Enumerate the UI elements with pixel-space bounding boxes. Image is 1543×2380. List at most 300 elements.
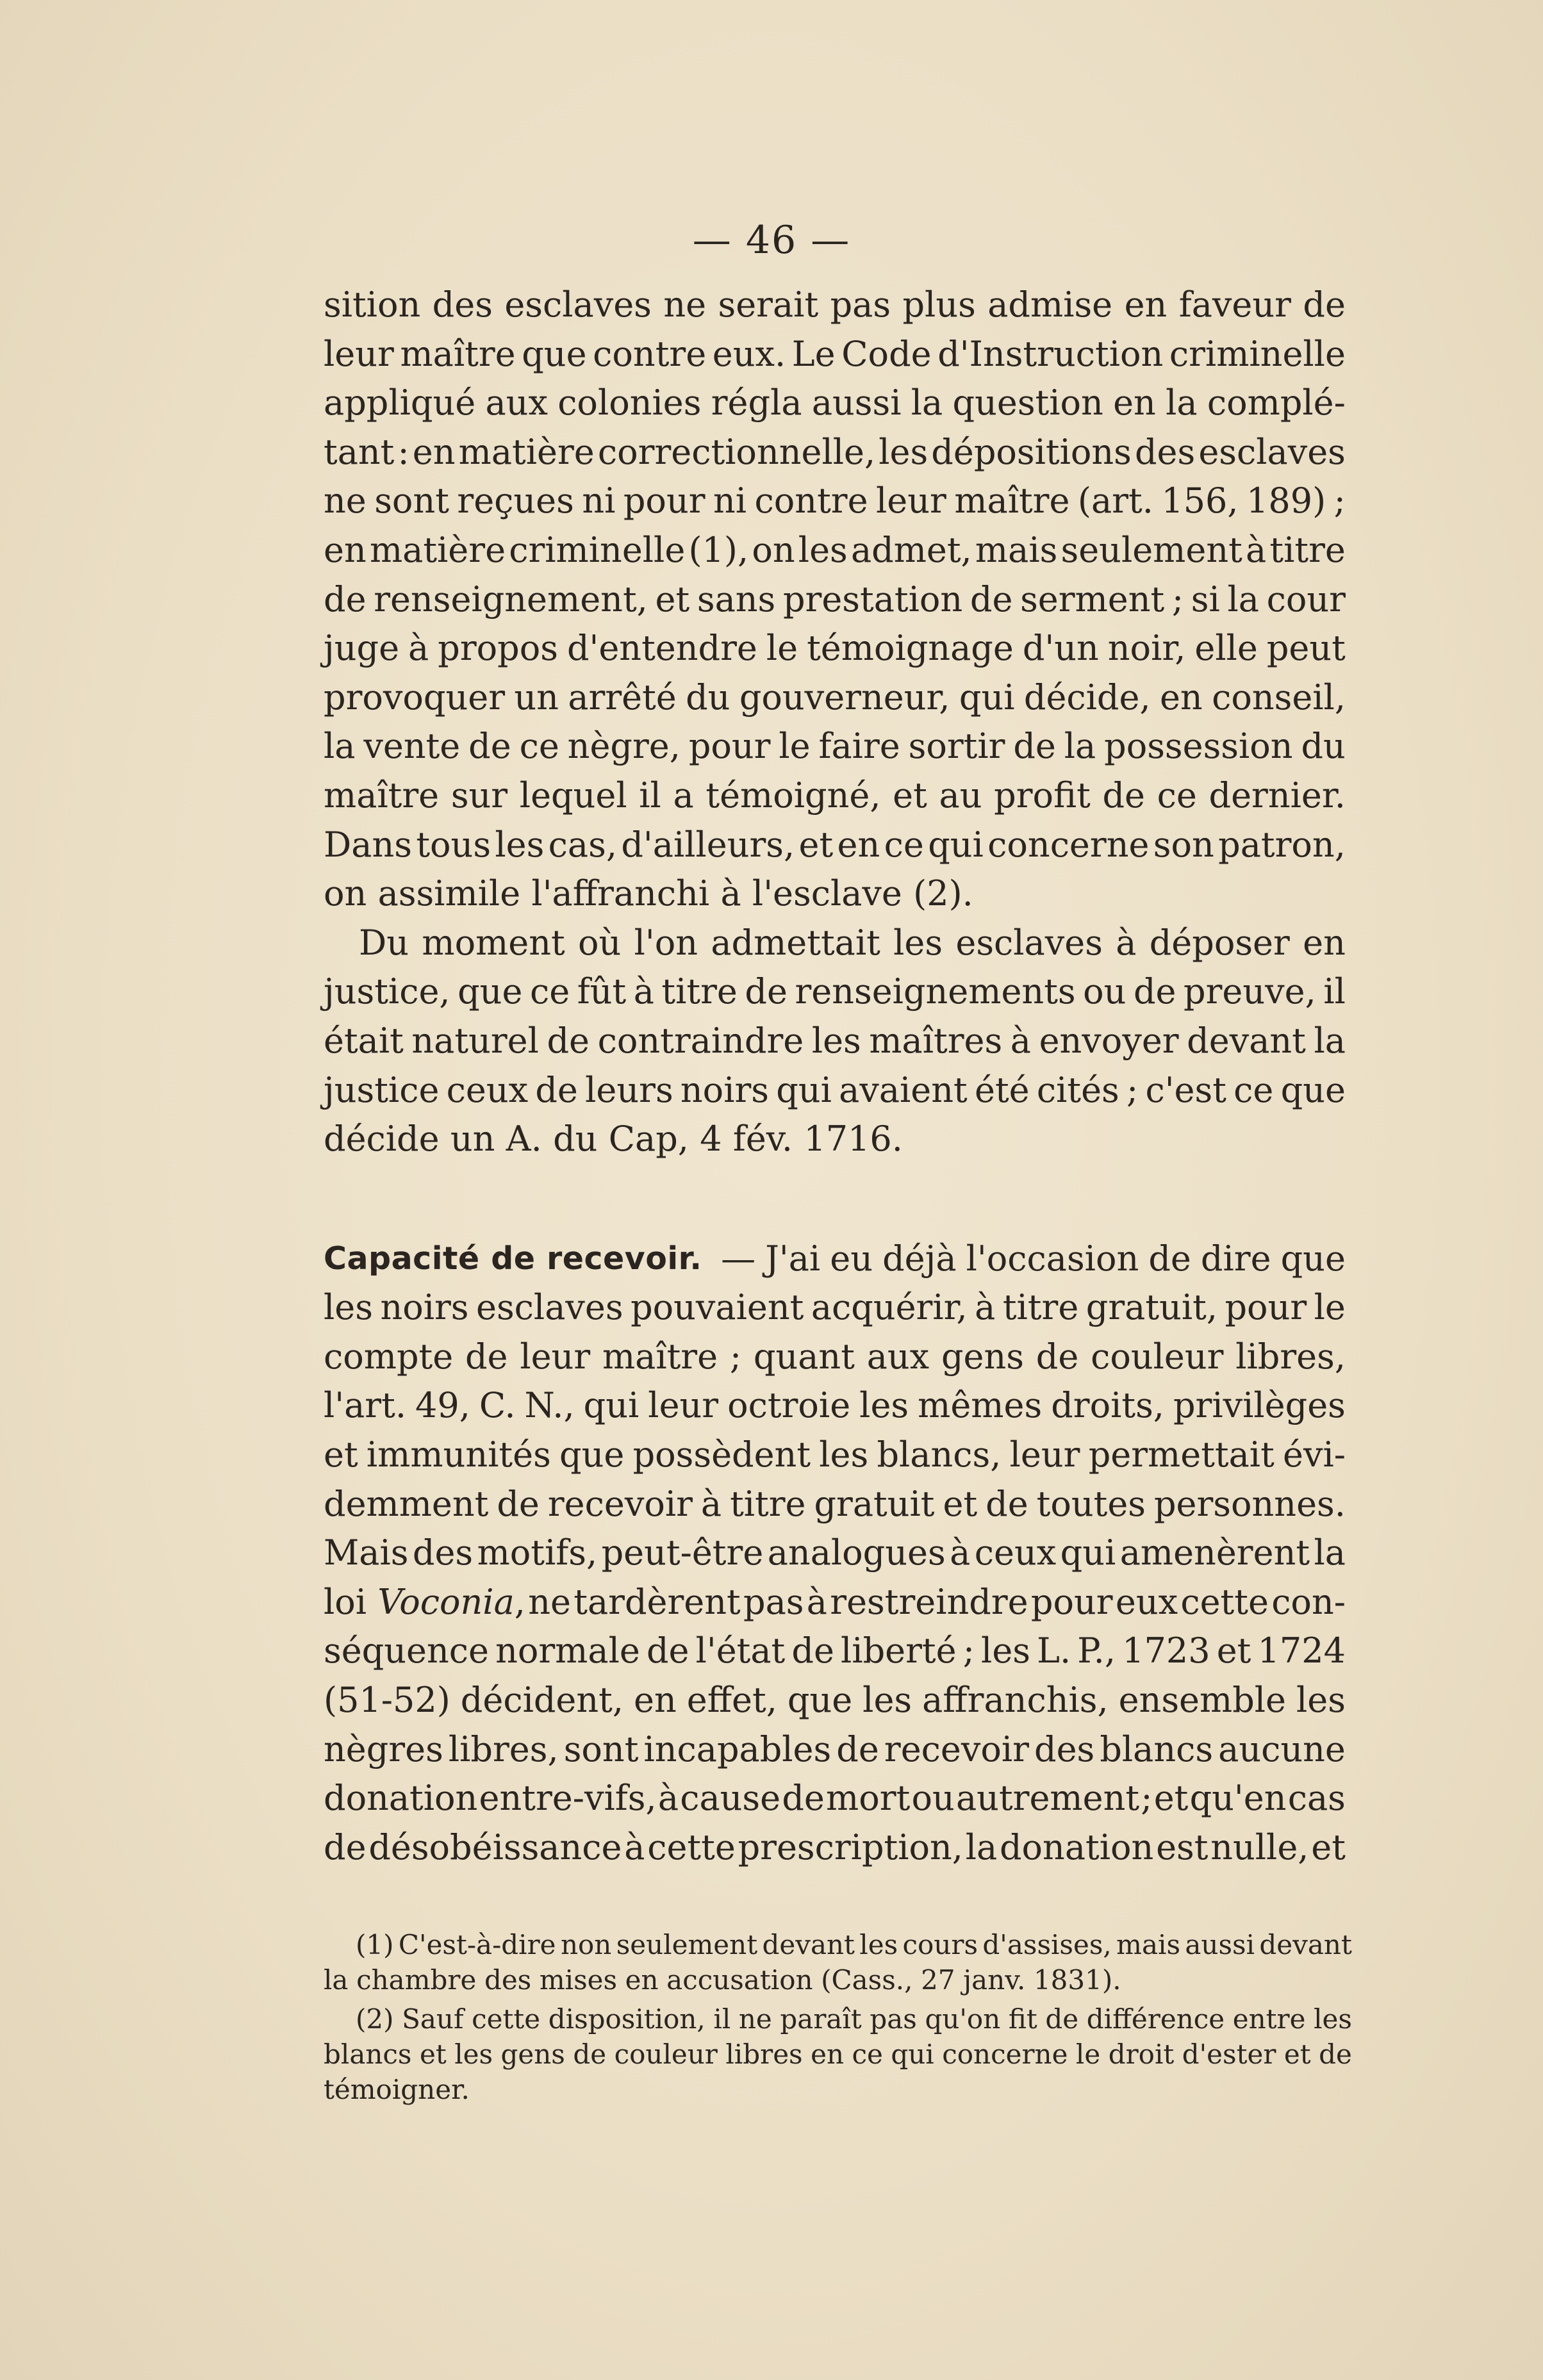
word: l'occasion xyxy=(966,1238,1139,1279)
word: assimile xyxy=(377,873,521,914)
word: d'entendre xyxy=(566,628,757,669)
word: ; xyxy=(1141,1778,1153,1819)
word: mais xyxy=(1116,1929,1180,1960)
word: leur xyxy=(1009,1434,1080,1475)
word: fit xyxy=(1008,2003,1037,2035)
word: effet, xyxy=(686,1680,777,1721)
italic-term: Voconia xyxy=(377,1581,515,1622)
text-line-voconia xyxy=(324,1578,1346,1627)
word: et xyxy=(324,1434,358,1475)
word: la xyxy=(1227,579,1259,620)
word: un xyxy=(514,677,559,718)
word: Code xyxy=(841,333,932,374)
word: appliqué xyxy=(324,382,476,423)
word: c'est xyxy=(1145,1069,1226,1110)
word: ne xyxy=(528,1581,571,1622)
word: d'ester xyxy=(1182,2039,1276,2070)
word: de xyxy=(1045,2003,1079,2035)
word: compte xyxy=(324,1336,454,1377)
word: cours xyxy=(902,1929,978,1960)
word: tous xyxy=(416,824,491,865)
word: ce xyxy=(519,726,559,767)
word: aux xyxy=(866,1336,930,1377)
word: gens xyxy=(941,1336,1024,1377)
word: la xyxy=(1166,382,1198,423)
word: faveur xyxy=(1178,284,1291,325)
word: toutes xyxy=(1036,1483,1146,1524)
word: gratuit xyxy=(814,1483,935,1524)
word: possèdent xyxy=(632,1434,811,1475)
word: admettait xyxy=(711,922,880,963)
word: évi- xyxy=(1283,1434,1346,1475)
word: leur xyxy=(648,1385,719,1426)
word: eu xyxy=(830,1238,873,1279)
word: esclaves xyxy=(504,284,652,325)
word: à xyxy=(624,1826,645,1867)
word: criminelle xyxy=(509,529,686,570)
word: renseignements xyxy=(795,971,1076,1012)
word: juge xyxy=(324,628,400,669)
word: à xyxy=(633,971,654,1012)
word: régla xyxy=(711,382,802,423)
word: pas xyxy=(870,2003,917,2035)
word: du xyxy=(686,677,730,718)
word: à xyxy=(700,1483,722,1524)
footnote-1 xyxy=(324,1927,1352,1998)
word: est xyxy=(1156,1826,1209,1867)
word: concerne xyxy=(942,2039,1068,2070)
word: de xyxy=(497,1483,540,1524)
word: cas, xyxy=(548,824,617,865)
word: (51-52) xyxy=(324,1680,450,1721)
word: paraît xyxy=(780,2003,862,2035)
footnote-line xyxy=(324,2072,1352,2107)
word: Le xyxy=(791,333,836,374)
word: il xyxy=(639,775,661,816)
word: plus xyxy=(902,284,976,325)
word: tardèrent xyxy=(573,1581,741,1622)
word: décide, xyxy=(1023,677,1151,718)
word: personnes. xyxy=(1153,1483,1346,1524)
word: quant xyxy=(753,1336,855,1377)
word: son xyxy=(1153,824,1214,865)
word: en xyxy=(634,1680,677,1721)
word: de xyxy=(1036,1336,1079,1377)
word: cour xyxy=(1266,579,1346,620)
word: au xyxy=(939,775,982,816)
word: en xyxy=(1124,284,1168,325)
word: séquence xyxy=(324,1630,489,1671)
word: qu'on xyxy=(925,2003,1001,2035)
word: couleur xyxy=(614,2039,718,2070)
word: et xyxy=(655,579,690,620)
word: était xyxy=(324,1020,404,1061)
word: et xyxy=(798,824,834,865)
word: qui xyxy=(776,1069,832,1110)
word: qui xyxy=(583,1385,639,1426)
text-line xyxy=(324,869,1346,919)
text-line xyxy=(324,379,1346,428)
word: le xyxy=(779,726,811,767)
footnotes xyxy=(324,1927,1352,2107)
word: devant xyxy=(1259,1929,1352,1960)
text-line xyxy=(324,477,1346,526)
word: pas xyxy=(830,284,891,325)
word: de xyxy=(1133,971,1176,1012)
word: de xyxy=(970,579,1013,620)
word: les xyxy=(1314,2003,1352,2035)
word: en xyxy=(1113,382,1156,423)
word: les xyxy=(495,824,545,865)
word: de xyxy=(547,1020,590,1061)
word: décide xyxy=(324,1119,440,1160)
word: serait xyxy=(718,284,819,325)
word: peut xyxy=(1266,628,1346,669)
word: 1723 xyxy=(1122,1630,1210,1671)
word: de xyxy=(324,1826,367,1867)
text-line xyxy=(324,1676,1346,1725)
word: sition xyxy=(324,284,421,325)
footnote-line xyxy=(324,2001,1352,2037)
word: que xyxy=(458,971,523,1012)
word: qui xyxy=(1060,1532,1116,1573)
word: janv. xyxy=(963,1964,1026,1996)
word: les xyxy=(879,431,928,472)
text-line xyxy=(324,1725,1346,1775)
word: , xyxy=(514,1581,525,1622)
word: seulement xyxy=(616,1929,758,1960)
word: été xyxy=(974,1069,1030,1110)
word: et xyxy=(943,1483,978,1524)
word: et xyxy=(1283,2039,1311,2070)
word: ou xyxy=(1083,971,1126,1012)
word: de xyxy=(1303,284,1346,325)
text-line xyxy=(324,1283,1346,1333)
word: recevoir xyxy=(884,1728,1029,1769)
word: (2) xyxy=(356,2003,394,2035)
word: que xyxy=(522,333,587,374)
word: les xyxy=(859,1385,909,1426)
word: ; xyxy=(962,1630,975,1671)
word: leur xyxy=(876,480,946,521)
word: de xyxy=(324,579,367,620)
word: on xyxy=(324,873,367,914)
word: Sauf xyxy=(402,2003,464,2035)
word: eux. xyxy=(712,333,786,374)
word: sans xyxy=(697,579,776,620)
word: vente xyxy=(363,726,461,767)
word: témoignage xyxy=(807,628,1014,669)
word: recevoir xyxy=(547,1483,693,1524)
word: octroie xyxy=(727,1385,851,1426)
word: titre xyxy=(1269,529,1346,570)
word: de xyxy=(836,1728,879,1769)
word: à xyxy=(950,1532,971,1573)
word: d'ailleurs, xyxy=(621,824,795,865)
word: avaient xyxy=(839,1069,968,1110)
word: 4 xyxy=(700,1119,722,1160)
word: incapables xyxy=(643,1728,832,1769)
text-line xyxy=(324,771,1346,821)
word: ou xyxy=(911,1778,955,1819)
word: nègres xyxy=(324,1728,443,1769)
word: patron, xyxy=(1218,824,1346,865)
footnote-line xyxy=(324,1962,1352,1998)
section-capacite-de-recevoir xyxy=(324,1235,1346,1873)
word: du xyxy=(553,1119,598,1160)
word: blancs xyxy=(324,2039,412,2070)
word: en xyxy=(837,824,880,865)
body-text xyxy=(324,281,1346,1872)
word: ni xyxy=(713,480,747,521)
word: contraindre xyxy=(597,1020,804,1061)
word: l'art. xyxy=(324,1385,406,1426)
word: mises xyxy=(539,1964,618,1996)
word: — xyxy=(721,1238,756,1279)
word: permettait xyxy=(1088,1434,1275,1475)
text-line xyxy=(324,1066,1346,1115)
word: analogues xyxy=(767,1532,946,1573)
text-line xyxy=(324,624,1346,673)
text-line xyxy=(324,1480,1346,1529)
word: le xyxy=(766,628,798,669)
word: des xyxy=(432,284,493,325)
word: noirs xyxy=(380,1287,469,1328)
word: en xyxy=(1159,677,1203,718)
word: pour xyxy=(688,726,771,767)
word: libres, xyxy=(448,1728,559,1769)
word: 1831). xyxy=(1033,1964,1121,1996)
word: gratuit, xyxy=(1085,1287,1217,1328)
word: gouverneur, xyxy=(739,677,950,718)
text-line xyxy=(324,1017,1346,1066)
word: cette xyxy=(1180,1581,1269,1622)
word: de xyxy=(535,1069,578,1110)
word: profit xyxy=(994,775,1091,816)
word: ce xyxy=(1157,775,1197,816)
word: liberté xyxy=(841,1630,957,1671)
word: que xyxy=(1280,1069,1346,1110)
word: N., xyxy=(524,1385,575,1426)
word: acquérir, xyxy=(811,1287,968,1328)
word: ce xyxy=(852,2039,883,2070)
word: de xyxy=(646,1630,689,1671)
word: 49, xyxy=(415,1385,470,1426)
word: (art. xyxy=(1077,480,1153,521)
word: déjà xyxy=(882,1238,957,1279)
word: la xyxy=(911,382,943,423)
section-first-line xyxy=(324,1235,1346,1284)
word: où xyxy=(578,922,622,963)
word: à xyxy=(806,1581,827,1622)
word: qu'en xyxy=(1189,1778,1287,1819)
word: la xyxy=(324,1964,349,1996)
word: maîtres xyxy=(869,1020,1003,1061)
word: l'état xyxy=(695,1630,786,1671)
word: eux xyxy=(1115,1581,1178,1622)
word: immunités xyxy=(366,1434,551,1475)
word: (1), xyxy=(688,529,749,570)
word: lequel xyxy=(519,775,627,816)
word: envoyer xyxy=(1039,1020,1179,1061)
text-line xyxy=(324,1774,1346,1823)
word: entre xyxy=(1232,2003,1306,2035)
word: 1724 xyxy=(1257,1630,1346,1671)
word: désobéissance xyxy=(368,1826,622,1867)
word: J'ai xyxy=(765,1238,821,1279)
word: en xyxy=(1303,922,1346,963)
page-number: — 46 — xyxy=(692,218,851,263)
word: l'esclave xyxy=(752,873,902,914)
word: l'affranchi xyxy=(531,873,710,914)
text-line xyxy=(324,330,1346,379)
word: et xyxy=(1311,1826,1346,1867)
word: colonies xyxy=(557,382,702,423)
word: des xyxy=(412,1532,474,1573)
word: aux xyxy=(485,382,548,423)
word: témoigné, xyxy=(705,775,881,816)
word: différence xyxy=(1086,2003,1225,2035)
word: que xyxy=(787,1680,853,1721)
text-line xyxy=(324,967,1346,1017)
word: 27 xyxy=(921,1964,955,1996)
word: blancs xyxy=(1100,1728,1214,1769)
word: et xyxy=(1216,1630,1251,1671)
word: il xyxy=(713,2003,731,2035)
word: qui xyxy=(891,2039,934,2070)
word: la xyxy=(1064,726,1096,767)
word: con- xyxy=(1271,1581,1346,1622)
word: maître xyxy=(324,775,440,816)
word: donation xyxy=(324,1778,478,1819)
word: les xyxy=(819,1434,869,1475)
word: d'assises, xyxy=(982,1929,1112,1960)
word: question xyxy=(952,382,1103,423)
word: qui xyxy=(928,824,984,865)
word: de xyxy=(745,971,788,1012)
word: A. xyxy=(506,1119,542,1160)
word: de xyxy=(791,1630,834,1671)
word: preuve, xyxy=(1184,971,1316,1012)
word: des xyxy=(1134,431,1196,472)
word: correctionnelle, xyxy=(597,431,876,472)
word: cause xyxy=(680,1778,781,1819)
word: provoquer xyxy=(324,677,506,718)
word: Dans xyxy=(324,824,412,865)
word: de xyxy=(468,726,511,767)
word: justice, xyxy=(324,971,450,1012)
footnote-2 xyxy=(324,2001,1352,2107)
text-line xyxy=(324,575,1346,625)
word: mort xyxy=(826,1778,911,1819)
word: disposition, xyxy=(548,2003,705,2035)
word: ne xyxy=(738,2003,772,2035)
word: cités xyxy=(1036,1069,1119,1110)
word: en xyxy=(811,2039,844,2070)
word: matière xyxy=(458,431,595,472)
word: en xyxy=(324,529,367,570)
word: déposer xyxy=(1149,922,1290,963)
word: P., xyxy=(1077,1630,1116,1671)
word: leurs xyxy=(585,1069,673,1110)
word: 156, xyxy=(1161,480,1239,521)
word: C'est-à-dire xyxy=(398,1929,556,1960)
word: ; xyxy=(1126,1069,1139,1110)
word: à xyxy=(720,873,741,914)
word: noirs xyxy=(680,1069,769,1110)
word: le xyxy=(1075,2039,1101,2070)
word: aussi xyxy=(811,382,902,423)
word: affranchis, xyxy=(922,1680,1109,1721)
word: qui xyxy=(959,677,1015,718)
word: ne xyxy=(663,284,707,325)
word: à xyxy=(1116,922,1137,963)
word: ceux xyxy=(974,1532,1057,1573)
word: du xyxy=(1301,726,1346,767)
word: leur xyxy=(520,1336,591,1377)
word: titre xyxy=(730,1483,806,1524)
text-line xyxy=(324,1333,1346,1382)
text-line xyxy=(324,1823,1346,1873)
word: 1716. xyxy=(804,1119,903,1160)
word: leur xyxy=(324,333,394,374)
word: ce xyxy=(884,824,924,865)
word: à xyxy=(975,1287,996,1328)
word: et xyxy=(419,2039,447,2070)
word: dépositions xyxy=(931,431,1132,472)
word: criminelle xyxy=(1169,333,1346,374)
word: un xyxy=(450,1119,495,1160)
word: demment xyxy=(324,1483,489,1524)
word: prescription, xyxy=(738,1826,963,1867)
word: de xyxy=(986,1483,1028,1524)
word: en xyxy=(625,1964,659,1996)
word: pouvaient xyxy=(631,1287,804,1328)
word: complé- xyxy=(1207,382,1346,423)
paragraph xyxy=(324,281,1346,919)
text-line xyxy=(324,428,1346,477)
text-line xyxy=(324,821,1346,870)
word: de xyxy=(1319,2039,1352,2070)
word: esclaves xyxy=(476,1287,623,1328)
word: ensemble xyxy=(1118,1680,1287,1721)
word: accusation xyxy=(666,1964,813,1996)
word: peut-être xyxy=(601,1532,764,1573)
word: la xyxy=(324,726,356,767)
word: les xyxy=(324,1287,373,1328)
word: esclaves xyxy=(1198,431,1346,472)
word: Cap, xyxy=(608,1119,689,1160)
word: ce xyxy=(1234,1069,1274,1110)
word: Mais xyxy=(324,1532,409,1573)
word: admet, xyxy=(850,529,972,570)
word: matière xyxy=(369,529,506,570)
word: amenèrent xyxy=(1119,1532,1310,1573)
word: et xyxy=(1153,1778,1189,1819)
word: ; xyxy=(1171,579,1184,620)
word: pour xyxy=(623,480,705,521)
word: ; xyxy=(729,1336,742,1377)
word: des xyxy=(1034,1728,1095,1769)
word: sont xyxy=(563,1728,639,1769)
word: devant xyxy=(762,1929,855,1960)
word: couleur xyxy=(1091,1336,1224,1377)
word: devant xyxy=(1187,1020,1306,1061)
word: entre-vifs, xyxy=(479,1778,657,1819)
text-line xyxy=(324,673,1346,723)
word: admise xyxy=(987,284,1113,325)
word: maître xyxy=(954,480,1070,521)
